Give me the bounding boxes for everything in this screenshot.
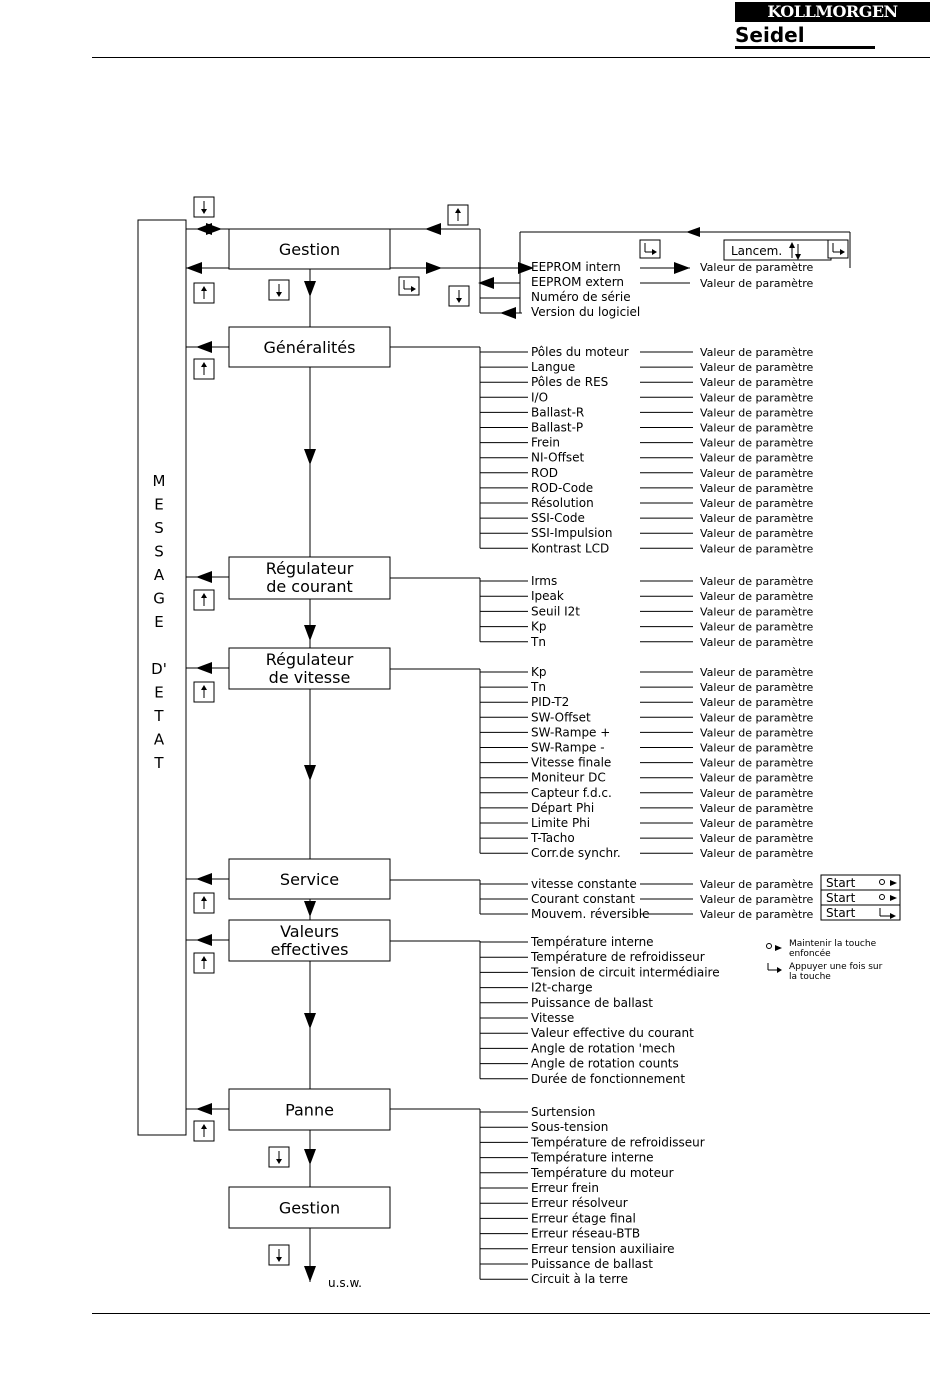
menu-item-label: Kp: [531, 619, 547, 634]
param-value-label: Valeur de paramètre: [700, 635, 814, 649]
menu-item-label: Erreur réseau-BTB: [531, 1226, 641, 1241]
menu-item-label: Angle de rotation 'mech: [531, 1041, 676, 1056]
status-letter: G: [153, 589, 165, 608]
param-value-label: Valeur de paramètre: [700, 261, 814, 274]
menu-item-label: Température de refroidisseur: [531, 950, 705, 965]
param-value-label: Valeur de paramètre: [700, 406, 814, 420]
logo-brand-top: KOLLMORGEN: [735, 2, 930, 22]
enter-key-icon: [399, 277, 419, 295]
arrow-left-icon: [186, 262, 202, 274]
arrow-left-icon: [196, 1103, 212, 1115]
menu-item-label: SW-Rampe +: [531, 725, 611, 740]
status-letter: E: [154, 613, 164, 631]
menu-title: Régulateur: [265, 650, 354, 669]
menu-item-label: EEPROM intern: [531, 260, 621, 274]
usw-label: u.s.w.: [327, 1276, 363, 1290]
menu-title: Régulateur: [265, 559, 354, 578]
menu-title: effectives: [270, 940, 349, 959]
menu-item-label: Sous-tension: [531, 1120, 609, 1135]
menu-title: de courant: [266, 577, 353, 596]
param-value-label: Valeur de paramètre: [700, 741, 814, 755]
menu-title: Généralités: [263, 338, 356, 357]
menu-item-label: Vitesse: [531, 1011, 575, 1025]
param-value-label: Valeur de paramètre: [700, 681, 814, 695]
menu-item-label: SW-Offset: [531, 710, 591, 725]
arrow-left-icon: [425, 223, 441, 235]
param-value-label: Valeur de paramètre: [700, 786, 814, 800]
param-value-label: Valeur de paramètre: [700, 512, 814, 526]
status-letter: D': [151, 660, 167, 678]
start-label: Start: [826, 876, 856, 890]
arrow-left-icon: [196, 934, 212, 946]
menu-item-label: EEPROM extern: [531, 275, 625, 289]
param-value-label: Valeur de paramètre: [700, 696, 814, 710]
menu-item-label: Température interne: [531, 935, 654, 949]
param-value-label: Valeur de paramètre: [700, 466, 814, 480]
param-value-label: Valeur de paramètre: [700, 817, 814, 830]
menu-item-label: Tension de circuit intermédiaire: [531, 965, 720, 980]
enter-key-icon: [640, 240, 660, 258]
arrow-down-icon: [304, 625, 316, 641]
menu-item-label: Durée de fonctionnement: [531, 1071, 686, 1086]
status-letter: A: [153, 566, 165, 584]
menu-item-label: NI-Offset: [531, 450, 585, 465]
lancem-label: Lancem.: [731, 244, 783, 258]
status-letter: A: [153, 730, 165, 749]
param-value-label: Valeur de paramètre: [700, 620, 814, 634]
arrow-left-icon: [500, 307, 516, 319]
param-value-label: Valeur de paramètre: [700, 391, 814, 405]
menu-item-label: Résolution: [531, 496, 594, 510]
menu-item-label: Kp: [531, 665, 547, 679]
param-value-label: Valeur de paramètre: [700, 756, 814, 770]
arrow-down-icon: [304, 1266, 316, 1282]
param-value-label: Valeur de paramètre: [700, 847, 814, 861]
menu-item-label: vitesse constante: [531, 877, 637, 891]
menu-item-label: Ballast-P: [531, 420, 584, 435]
param-value-label: Valeur de paramètre: [700, 277, 814, 290]
param-value-label: Valeur de paramètre: [700, 590, 814, 604]
status-letter: E: [154, 683, 164, 702]
param-value-label: Valeur de paramètre: [700, 542, 814, 556]
start-label: Start: [826, 891, 856, 905]
menu-item-label: Version du logiciel: [531, 305, 641, 319]
arrow-right-icon: [674, 262, 690, 274]
param-value-label: Valeur de paramètre: [700, 527, 814, 541]
param-value-label: Valeur de paramètre: [700, 451, 814, 465]
menu-item-label: Ballast-R: [531, 405, 585, 420]
menu-item-label: SW-Rampe -: [531, 740, 605, 755]
menu-title: Valeurs: [280, 922, 339, 941]
menu-item-label: Langue: [531, 360, 576, 375]
menu-item-label: Erreur frein: [531, 1181, 599, 1195]
menu-item-label: Circuit à la terre: [531, 1272, 628, 1287]
menu-item-label: Kontrast LCD: [531, 541, 610, 556]
menu-item-label: I/O: [531, 390, 549, 405]
menu-title: Service: [279, 870, 340, 889]
menu-item-label: Numéro de série: [531, 290, 631, 304]
arrow-down-icon: [304, 1013, 316, 1029]
param-value-label: Valeur de paramètre: [700, 771, 814, 785]
menu-title: Gestion: [278, 1198, 341, 1218]
arrow-right-icon: [206, 223, 222, 235]
menu-item-label: Puissance de ballast: [531, 1257, 653, 1271]
menu-item-label: Capteur f.d.c.: [531, 785, 612, 800]
menu-item-label: SSI-Impulsion: [531, 526, 613, 541]
param-value-label: Valeur de paramètre: [700, 726, 814, 740]
param-value-label: Valeur de paramètre: [700, 666, 814, 679]
menu-item-label: Départ Phi: [531, 800, 595, 815]
arrow-right-icon: [426, 262, 442, 274]
menu-item-label: SSI-Code: [531, 511, 585, 526]
menu-title: Gestion: [278, 240, 341, 259]
menu-item-label: Erreur tension auxiliaire: [531, 1241, 675, 1256]
param-value-label: Valeur de paramètre: [700, 497, 814, 510]
menu-item-label: Tn: [531, 680, 546, 695]
param-value-label: Valeur de paramètre: [700, 832, 814, 846]
arrow-left-icon: [196, 571, 212, 583]
menu-item-label: Vitesse finale: [531, 755, 612, 770]
status-letter: M: [152, 472, 166, 490]
arrow-down-icon: [304, 449, 316, 465]
menu-item-label: Pôles du moteur: [531, 345, 629, 359]
menu-item-label: ROD: [531, 465, 559, 480]
legend-hold-text: enfoncée: [789, 949, 831, 959]
menu-item-label: Pôles de RES: [531, 375, 609, 390]
arrow-left-icon: [196, 662, 212, 674]
status-letter: S: [154, 519, 164, 537]
param-value-label: Valeur de paramètre: [700, 605, 814, 619]
start-label: Start: [826, 906, 856, 920]
menu-item-label: Corr.de synchr.: [531, 846, 621, 861]
param-value-label: Valeur de paramètre: [700, 893, 814, 906]
menu-item-label: Erreur résolveur: [531, 1196, 628, 1211]
status-letter: T: [154, 707, 164, 725]
menu-item-label: Mouvem. réversible: [531, 907, 650, 921]
menu-title: Panne: [285, 1100, 334, 1120]
arrow-left-icon: [196, 341, 212, 353]
hold-key-legend-icon: [767, 944, 772, 949]
param-value-label: Valeur de paramètre: [700, 346, 814, 359]
param-value-label: Valeur de paramètre: [700, 575, 814, 588]
menu-item-label: Puissance de ballast: [531, 995, 653, 1010]
arrow-left-icon: [686, 227, 700, 237]
arrow-down-icon: [304, 765, 316, 781]
param-value-label: Valeur de paramètre: [700, 801, 814, 815]
param-value-label: Valeur de paramètre: [700, 908, 814, 921]
menu-item-label: Température de refroidisseur: [531, 1135, 705, 1150]
menu-item-label: Angle de rotation counts: [531, 1056, 679, 1071]
logo-brand-bottom: Seidel: [735, 24, 875, 49]
status-letter: S: [154, 542, 164, 561]
menu-item-label: Température du moteur: [531, 1165, 674, 1180]
menu-item-label: Ipeak: [531, 589, 564, 604]
menu-item-label: PID-T2: [531, 695, 570, 710]
menu-item-label: Température interne: [531, 1150, 654, 1165]
menu-item-label: T-Tacho: [531, 831, 575, 846]
menu-item-label: Courant constant: [531, 892, 635, 906]
param-value-label: Valeur de paramètre: [700, 361, 814, 375]
hold-key-legend-icon: [775, 945, 782, 951]
menu-item-label: Valeur effective du courant: [531, 1026, 694, 1041]
press-key-legend-icon: [777, 967, 782, 973]
enter-key-icon: [828, 240, 848, 258]
param-value-label: Valeur de paramètre: [700, 878, 814, 891]
arrow-down-icon: [304, 281, 316, 297]
arrow-down-icon: [304, 901, 316, 917]
status-letter: E: [154, 495, 164, 514]
param-value-label: Valeur de paramètre: [700, 481, 814, 495]
menu-item-label: Surtension: [531, 1105, 596, 1119]
status-letter: T: [154, 754, 164, 772]
param-value-label: Valeur de paramètre: [700, 711, 814, 725]
menu-item-label: Erreur étage final: [531, 1211, 636, 1226]
param-value-label: Valeur de paramètre: [700, 376, 814, 390]
menu-title: de vitesse: [268, 668, 351, 687]
param-value-label: Valeur de paramètre: [700, 436, 814, 450]
legend-hold-text: Maintenir la touche: [789, 939, 877, 949]
menu-item-label: I2t-charge: [531, 980, 593, 995]
arrow-down-icon: [304, 1149, 316, 1165]
menu-item-label: Irms: [531, 574, 558, 588]
legend-press-text: Appuyer une fois sur: [789, 962, 883, 972]
menu-item-label: Frein: [531, 435, 561, 450]
menu-item-label: Tn: [531, 634, 546, 649]
param-value-label: Valeur de paramètre: [700, 421, 814, 435]
menu-item-label: Limite Phi: [531, 816, 591, 830]
legend-press-text: la touche: [789, 972, 831, 982]
menu-item-label: Seuil I2t: [531, 604, 580, 619]
menu-item-label: Moniteur DC: [531, 770, 606, 785]
arrow-left-icon: [196, 873, 212, 885]
menu-item-label: ROD-Code: [531, 480, 594, 495]
